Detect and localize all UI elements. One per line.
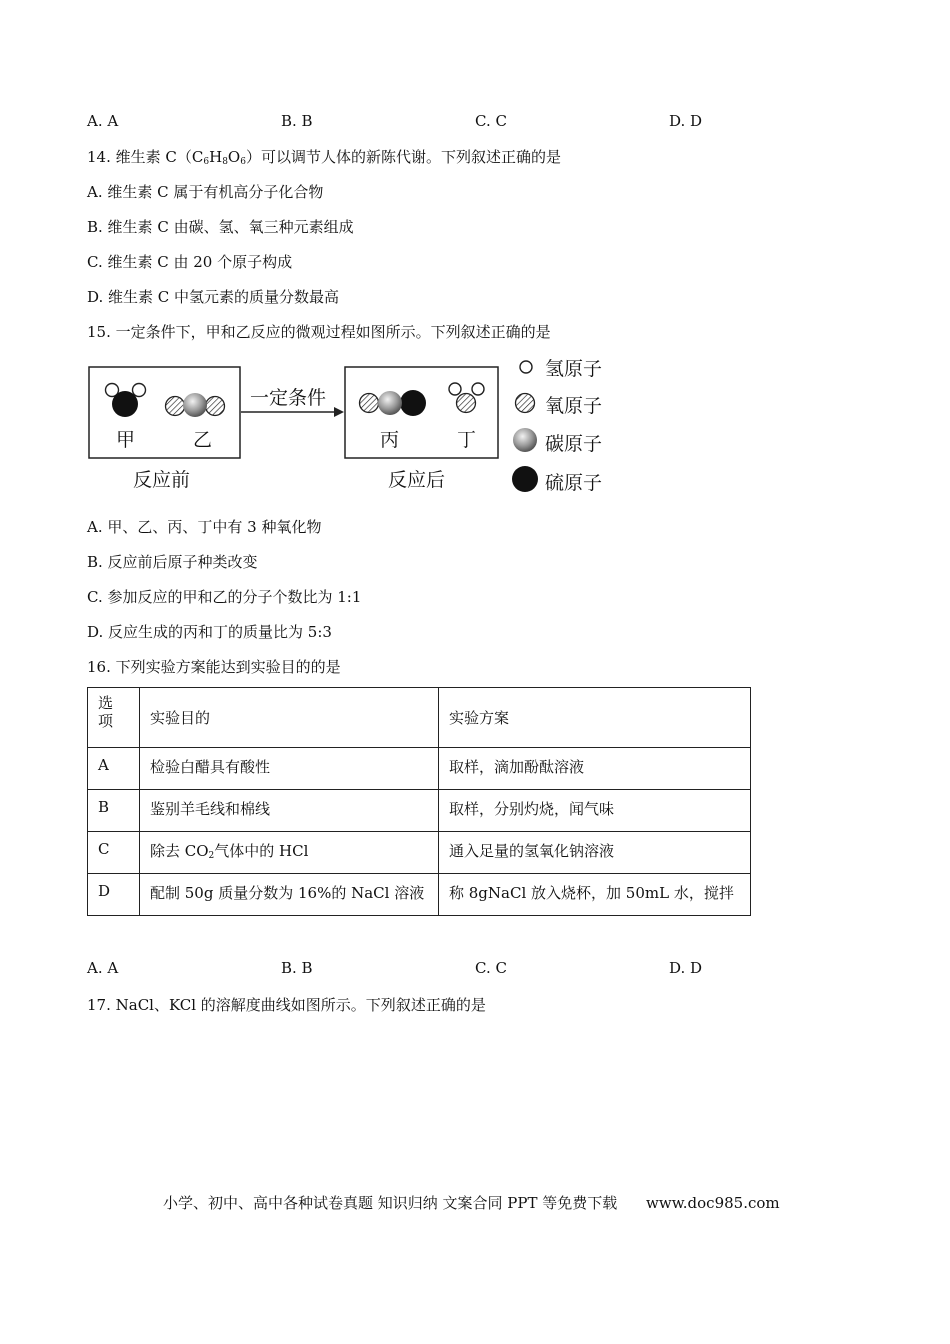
row-goal-pre: 除去 CO [150,842,209,860]
table-row [88,748,751,790]
header-option-2: 项 [98,712,114,730]
q14-option-c: C. 维生素 C 由 20 个原子构成 [87,253,293,271]
oxygen-atom [360,394,379,413]
row-plan: 称 8gNaCl 放入烧杯，加 50mL 水，搅拌 [439,874,751,916]
label-bing: 丙 [380,429,400,451]
legend-carbon-label: 碳原子 [545,433,603,455]
row-goal [140,832,439,874]
q17-stem: 17. NaCl、KCl 的溶解度曲线如图所示。下列叙述正确的是 [87,996,486,1014]
q13-option-c: C. C [475,112,507,130]
label-after: 反应后 [388,469,446,491]
row-goal: 鉴别羊毛线和棉线 [140,790,439,832]
hydrogen-atom [133,384,146,397]
q13-option-b: B. B [281,112,313,130]
q14-option-b: B. 维生素 C 由碳、氢、氧三种元素组成 [87,218,354,236]
legend-sulfur-icon [512,466,538,492]
q13-option-a: A. A [87,112,119,130]
q13-option-d: D. D [669,112,703,130]
q13-options [0,112,950,132]
row-goal-sub: 2 [208,851,215,861]
q15-option-b: B. 反应前后原子种类改变 [87,553,258,571]
sulfur-atom [400,390,426,416]
q15-stem: 15. 一定条件下，甲和乙反应的微观过程如图所示。下列叙述正确的是 [87,323,551,341]
row-plan: 通入足量的氢氧化钠溶液 [439,832,751,874]
row-goal: 配制 50g 质量分数为 16%的 NaCl 溶液 [140,874,439,916]
q14-sub-o: 6 [240,157,246,167]
q14-option-a: A. 维生素 C 属于有机高分子化合物 [87,183,324,201]
q16-option-d: D. D [669,959,703,977]
header-goal: 实验目的 [140,688,439,748]
row-goal: 检验白醋具有酸性 [140,748,439,790]
label-yi: 乙 [193,429,213,451]
q14-mid-h: H [209,148,223,166]
legend-hydrogen-label: 氢原子 [545,358,603,380]
label-before: 反应前 [133,469,191,491]
hydrogen-atom [472,383,484,395]
q14-stem [87,146,561,167]
legend-sulfur-label: 硫原子 [545,472,603,494]
label-ding: 丁 [457,429,477,451]
row-option: C [88,832,140,874]
footer-url[interactable]: www.doc985.com [646,1194,780,1212]
q14-sub-c: 6 [203,157,210,167]
row-plan: 取样，分别灼烧，闻气味 [439,790,751,832]
q14-stem-pre: 14. 维生素 C（C [87,148,204,166]
carbon-atom [183,393,207,417]
arrow-label: 一定条件 [250,387,327,409]
row-goal-post: 气体中的 HCl [214,842,309,860]
header-option [88,688,140,748]
header-option-1: 选 [98,694,114,712]
table-row [88,790,751,832]
label-jia: 甲 [116,429,136,451]
q14-option-d: D. 维生素 C 中氢元素的质量分数最高 [87,288,340,306]
sulfur-atom [112,391,138,417]
q14-stem-post: ）可以调节人体的新陈代谢。下列叙述正确的是 [245,148,561,166]
legend-oxygen-icon [516,394,535,413]
q16-options [0,959,950,979]
q15-option-d: D. 反应生成的丙和丁的质量比为 5:3 [87,623,332,641]
legend-carbon-icon [513,428,537,452]
legend-hydrogen-icon [520,361,532,373]
q14-sub-h: 8 [222,157,228,167]
row-option: A [88,748,140,790]
header-plan: 实验方案 [439,688,751,748]
q15-option-a: A. 甲、乙、丙、丁中有 3 种氧化物 [87,518,322,536]
oxygen-atom [166,397,185,416]
hydrogen-atom [449,383,461,395]
footer-text: 小学、初中、高中各种试卷真题 知识归纳 文案合同 PPT 等免费下载 [163,1194,618,1212]
legend-oxygen-label: 氧原子 [545,395,603,417]
q16-option-c: C. C [475,959,507,977]
oxygen-atom [457,394,476,413]
oxygen-atom [206,397,225,416]
table-header-row [88,688,751,748]
q16-experiment-table [87,687,751,916]
arrow-head [334,407,344,417]
q16-option-b: B. B [281,959,313,977]
row-option: B [88,790,140,832]
row-option: D [88,874,140,916]
carbon-atom [378,391,402,415]
row-plan: 取样，滴加酚酞溶液 [439,748,751,790]
q15-option-c: C. 参加反应的甲和乙的分子个数比为 1:1 [87,588,362,606]
table-row [88,874,751,916]
page-footer [163,1192,780,1213]
q16-stem: 16. 下列实验方案能达到实验目的的是 [87,658,341,676]
q16-option-a: A. A [87,959,119,977]
q14-mid-o: O [227,148,241,166]
table-row [88,832,751,874]
